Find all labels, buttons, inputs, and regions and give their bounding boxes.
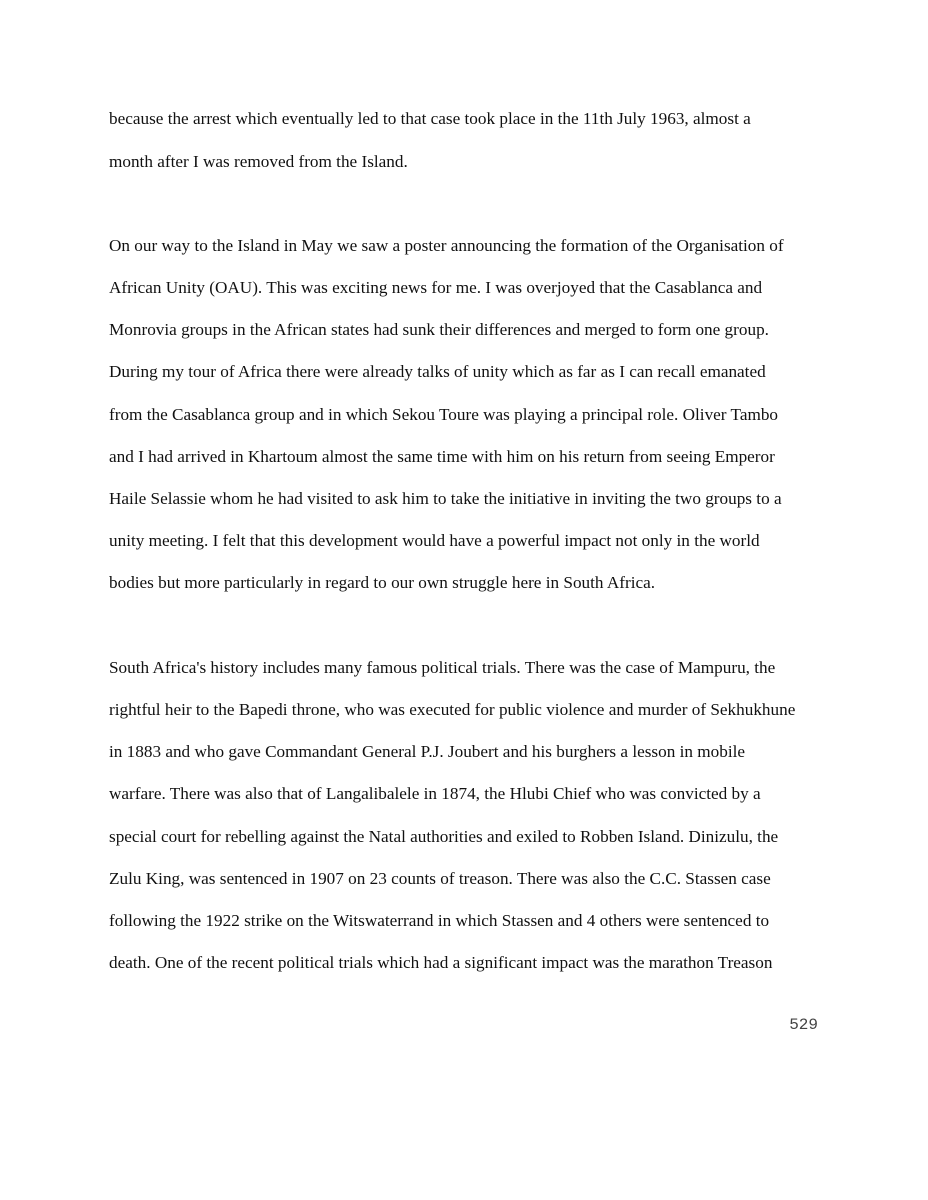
paragraph-1-line-1: because the arrest which eventually led to that case took place in the 11th July 1963, almost a [109, 109, 751, 128]
paragraph-2-line-1: On our way to the Island in May we saw a poster announcing the formation of the Organisation of [109, 236, 784, 255]
paragraph-2-line-3: Monrovia groups in the African states had sunk their differences and merged to form one group. [109, 320, 769, 339]
paragraph-3-line-5: special court for rebelling against the Natal authorities and exiled to Robben Island. Dinizulu, the [109, 827, 779, 846]
paragraph-3-line-8: death. One of the recent political trials which had a significant impact was the marathon Treason [109, 953, 773, 972]
paragraph-2-line-8: unity meeting. I felt that this development would have a powerful impact not only in the world [109, 531, 760, 550]
paragraph-3-line-3: in 1883 and who gave Commandant General P.J. Joubert and his burghers a lesson in mobile [109, 742, 745, 761]
paragraph-2-line-4: During my tour of Africa there were already talks of unity which as far as I can recall emanated [109, 362, 766, 381]
paragraph-2-line-5: from the Casablanca group and in which Sekou Toure was playing a principal role. Oliver Tambo [109, 405, 779, 424]
paragraph-1-line-2: month after I was removed from the Island. [109, 152, 408, 171]
paragraph-3-line-7: following the 1922 strike on the Witswaterrand in which Stassen and 4 others were sentenced to [109, 911, 770, 930]
paragraph-2-line-6: and I had arrived in Khartoum almost the same time with him on his return from seeing Emperor [109, 447, 775, 466]
paragraph-2-line-9: bodies but more particularly in regard to our own struggle here in South Africa. [109, 573, 656, 592]
paragraph-3-line-1: South Africa's history includes many famous political trials. There was the case of Mampuru, the [109, 658, 776, 677]
paragraph-3-line-2: rightful heir to the Bapedi throne, who was executed for public violence and murder of Sekhukhune [109, 700, 796, 719]
page-number: 529 [789, 1016, 818, 1034]
paragraph-2-line-7: Haile Selassie whom he had visited to ask him to take the initiative in inviting the two groups to a [109, 489, 782, 508]
paragraph-2-line-2: African Unity (OAU). This was exciting news for me. I was overjoyed that the Casablanca and [109, 278, 763, 297]
paragraph-3-line-6: Zulu King, was sentenced in 1907 on 23 counts of treason. There was also the C.C. Stassen case [109, 869, 771, 888]
paragraph-3-line-4: warfare. There was also that of Langalibalele in 1874, the Hlubi Chief who was convicted by a [109, 784, 761, 803]
